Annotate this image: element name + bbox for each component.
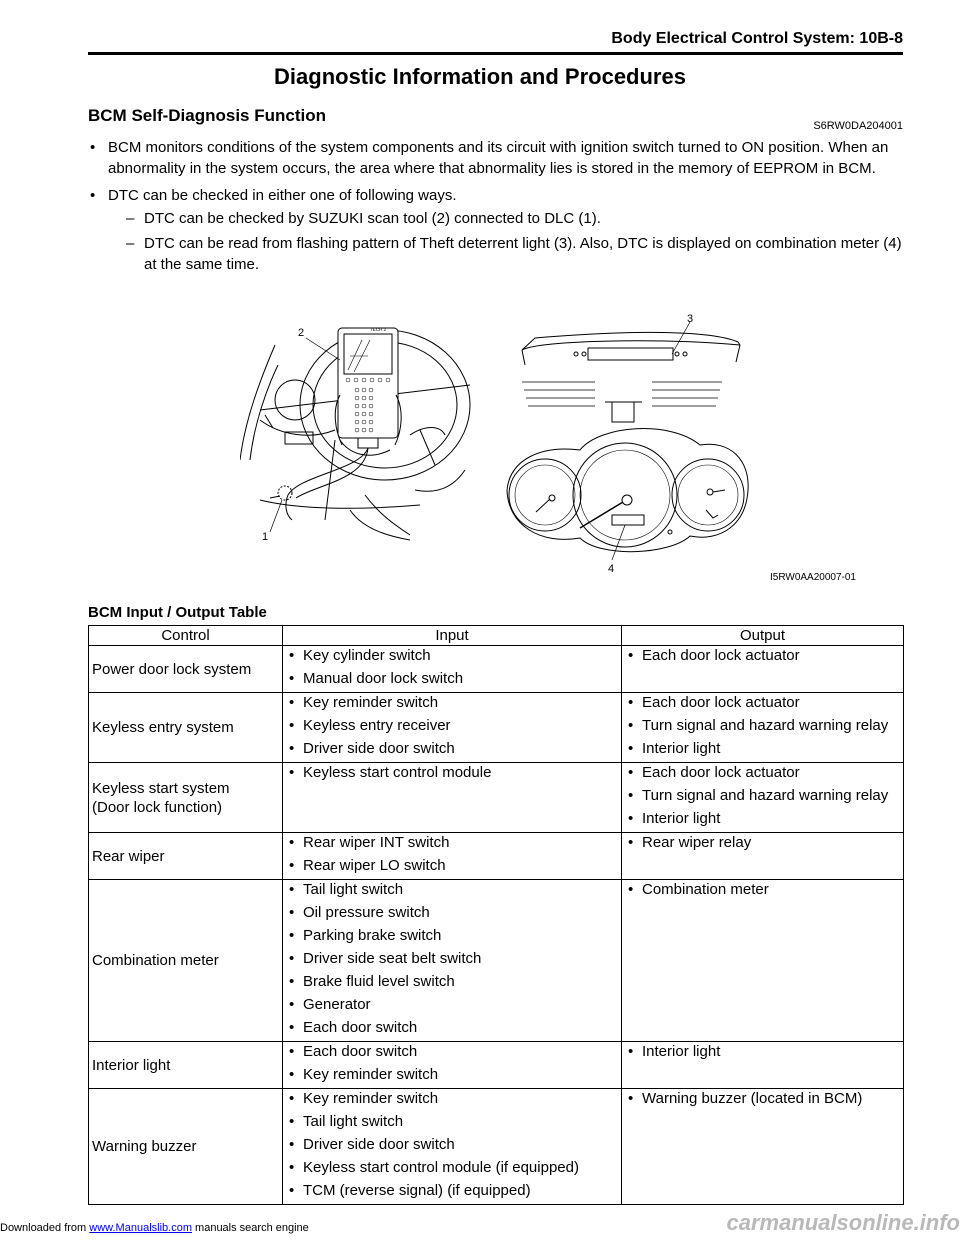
input-item [283, 1158, 621, 1181]
bullet-marker: • [628, 647, 634, 664]
output-item [622, 693, 903, 716]
output-item-text: Each door lock actuator [642, 694, 800, 711]
control-cell: Rear wiper [89, 833, 283, 880]
control-cell: Keyless start system (Door lock function) [89, 763, 283, 833]
output-cell [622, 1042, 904, 1089]
manualslib-link[interactable]: www.Manualslib.com [89, 1222, 192, 1234]
input-item [283, 646, 621, 669]
bullet-marker: • [628, 694, 634, 711]
control-cell: Keyless entry system [89, 693, 283, 763]
bullet-marker: • [628, 1043, 634, 1060]
bullet-marker: • [289, 1113, 295, 1130]
input-item-text: Rear wiper LO switch [303, 857, 446, 874]
section-body [88, 137, 903, 281]
bullet-item [88, 185, 903, 275]
callout-2: 2 [298, 327, 305, 339]
input-item-text: Keyless entry receiver [303, 717, 451, 734]
output-item [622, 739, 903, 762]
dash-marker: – [126, 235, 135, 252]
header-rule [88, 52, 903, 55]
output-item-text: Each door lock actuator [642, 647, 800, 664]
section-title: BCM Self-Diagnosis Function [88, 106, 326, 125]
input-item [283, 1089, 621, 1112]
output-item [622, 786, 903, 809]
bullet-marker: • [289, 1159, 295, 1176]
bullet-marker: • [289, 1043, 295, 1060]
input-cell [283, 646, 622, 693]
output-item [622, 716, 903, 739]
output-item [622, 763, 903, 786]
output-cell [622, 880, 904, 1042]
table-row [89, 693, 904, 763]
output-item-text: Combination meter [642, 881, 769, 898]
input-item-text: Brake fluid level switch [303, 973, 455, 990]
footer-prefix: Downloaded from [0, 1222, 90, 1234]
input-item-text: Keyless start control module (if equipped) [303, 1159, 579, 1176]
dash-marker: – [126, 210, 135, 227]
bullet-marker: • [628, 834, 634, 851]
output-item [622, 646, 903, 669]
control-cell: Warning buzzer [89, 1089, 283, 1205]
input-item [283, 903, 621, 926]
sub-bullet-text: DTC can be read from flashing pattern of Theft deterrent light (3). Also, DTC is displayed on combination meter (4) at the same time. [144, 235, 902, 273]
output-item-text: Interior light [642, 1043, 721, 1060]
table-title: BCM Input / Output Table [88, 604, 267, 621]
bullet-marker: • [289, 834, 295, 851]
page-title: Diagnostic Information and Procedures [274, 64, 686, 89]
output-cell [622, 763, 904, 833]
control-cell: Power door lock system [89, 646, 283, 693]
bullet-marker: • [289, 1182, 295, 1199]
input-item [283, 716, 621, 739]
input-item-text: Tail light switch [303, 1113, 404, 1130]
bullet-item [88, 137, 903, 179]
output-item-text: Interior light [642, 810, 721, 827]
input-item-text: Driver side door switch [303, 1136, 455, 1153]
input-item [283, 926, 621, 949]
input-item [283, 1065, 621, 1088]
input-item-text: Driver side door switch [303, 740, 455, 757]
bullet-marker: • [289, 717, 295, 734]
input-item-text: Each door switch [303, 1019, 418, 1036]
section-code: S6RW0DA204001 [813, 120, 903, 132]
input-item [283, 1181, 621, 1204]
footer [0, 1222, 309, 1234]
input-item-text: Parking brake switch [303, 927, 442, 944]
footer-suffix: manuals search engine [191, 1222, 309, 1234]
bullet-marker: • [628, 1090, 634, 1107]
table-row [89, 880, 904, 1042]
output-item [622, 809, 903, 832]
sub-bullet-item [108, 208, 903, 229]
scan-tool-label: TECH 2 [370, 327, 387, 332]
bullet-marker: • [289, 1066, 295, 1083]
output-cell [622, 646, 904, 693]
input-item [283, 856, 621, 879]
bullet-marker: • [289, 904, 295, 921]
bullet-text: DTC can be checked in either one of following ways. [108, 187, 457, 204]
input-item [283, 1018, 621, 1041]
callout-leaders [270, 322, 690, 560]
running-header: Body Electrical Control System: 10B-8 [611, 30, 903, 47]
input-item-text: Key reminder switch [303, 1090, 439, 1107]
table-row [89, 763, 904, 833]
input-item-text: Driver side seat belt switch [303, 950, 482, 967]
input-item-text: Keyless start control module [303, 764, 492, 781]
output-item-text: Each door lock actuator [642, 764, 800, 781]
bullet-marker: • [90, 139, 96, 156]
control-cell: Interior light [89, 1042, 283, 1089]
input-item [283, 669, 621, 692]
input-item [283, 693, 621, 716]
output-cell [622, 1089, 904, 1205]
input-item [283, 995, 621, 1018]
bullet-marker: • [289, 881, 295, 898]
bullet-marker: • [289, 927, 295, 944]
bullet-marker: • [289, 973, 295, 990]
bullet-text: BCM monitors conditions of the system components and its circuit with ignition switch turned to ON position. When an abnormality in the system occurs, the area where that abnormality lies is stored in the memory of EEPROM in BCM. [108, 139, 889, 177]
scan-tool-icon [286, 327, 401, 520]
bullet-marker: • [289, 996, 295, 1013]
watermark: carmanualsonline.info [726, 1210, 960, 1235]
table-row [89, 833, 904, 880]
bullet-marker: • [289, 1019, 295, 1036]
input-item-text: Key cylinder switch [303, 647, 431, 664]
bullet-marker: • [289, 740, 295, 757]
bullet-marker: • [289, 1090, 295, 1107]
sub-bullet-text: DTC can be checked by SUZUKI scan tool (2) connected to DLC (1). [144, 210, 601, 227]
output-item-text: Turn signal and hazard warning relay [642, 717, 889, 734]
table-row [89, 1089, 904, 1205]
table-row [89, 1042, 904, 1089]
output-item-text: Interior light [642, 740, 721, 757]
output-item-text: Turn signal and hazard warning relay [642, 787, 889, 804]
combination-meter-icon [507, 429, 748, 552]
bullet-marker: • [90, 187, 96, 204]
input-item-text: Oil pressure switch [303, 904, 430, 921]
output-item-text: Rear wiper relay [642, 834, 752, 851]
input-item-text: TCM (reverse signal) (if equipped) [303, 1182, 531, 1199]
output-item-text: Warning buzzer (located in BCM) [642, 1090, 863, 1107]
bullet-marker: • [289, 857, 295, 874]
bullet-marker: • [628, 717, 634, 734]
input-item-text: Key reminder switch [303, 1066, 439, 1083]
input-item [283, 949, 621, 972]
bullet-marker: • [628, 740, 634, 757]
bullet-marker: • [289, 670, 295, 687]
input-item [283, 1112, 621, 1135]
table-row [89, 646, 904, 693]
input-item-text: Tail light switch [303, 881, 404, 898]
callout-3: 3 [687, 313, 694, 325]
figure-code: I5RW0AA20007-01 [770, 572, 856, 583]
header-input: Input [283, 626, 622, 646]
output-item [622, 1089, 903, 1112]
input-item [283, 1042, 621, 1065]
input-item [283, 833, 621, 856]
header-output: Output [622, 626, 904, 646]
bullet-marker: • [289, 764, 295, 781]
callout-1: 1 [262, 531, 269, 543]
output-cell [622, 693, 904, 763]
header-control: Control [89, 626, 283, 646]
io-table [88, 625, 904, 1205]
output-item [622, 880, 903, 903]
input-item-text: Rear wiper INT switch [303, 834, 450, 851]
bullet-marker: • [289, 694, 295, 711]
input-cell [283, 1089, 622, 1205]
bullet-marker: • [289, 950, 295, 967]
diagnosis-figure [240, 310, 910, 590]
bullet-marker: • [289, 1136, 295, 1153]
input-cell [283, 833, 622, 880]
input-item-text: Manual door lock switch [303, 670, 464, 687]
output-cell [622, 833, 904, 880]
input-item [283, 972, 621, 995]
output-item [622, 1042, 903, 1065]
input-item-text: Each door switch [303, 1043, 418, 1060]
input-cell [283, 693, 622, 763]
bullet-marker: • [628, 764, 634, 781]
dlc-connector [270, 486, 292, 500]
output-item [622, 833, 903, 856]
input-item [283, 739, 621, 762]
input-item [283, 1135, 621, 1158]
input-cell [283, 763, 622, 833]
input-item-text: Key reminder switch [303, 694, 439, 711]
callout-4: 4 [608, 563, 615, 575]
bullet-marker: • [628, 810, 634, 827]
input-cell [283, 880, 622, 1042]
table-header-row [89, 626, 904, 646]
instrument-panel-illustration [522, 332, 740, 422]
input-item-text: Generator [303, 996, 371, 1013]
section-heading [88, 104, 903, 130]
bullet-marker: • [289, 647, 295, 664]
bullet-marker: • [628, 881, 634, 898]
control-cell: Combination meter [89, 880, 283, 1042]
bullet-marker: • [628, 787, 634, 804]
sub-bullet-item [108, 233, 903, 275]
input-cell [283, 1042, 622, 1089]
input-item [283, 880, 621, 903]
input-item [283, 763, 621, 786]
